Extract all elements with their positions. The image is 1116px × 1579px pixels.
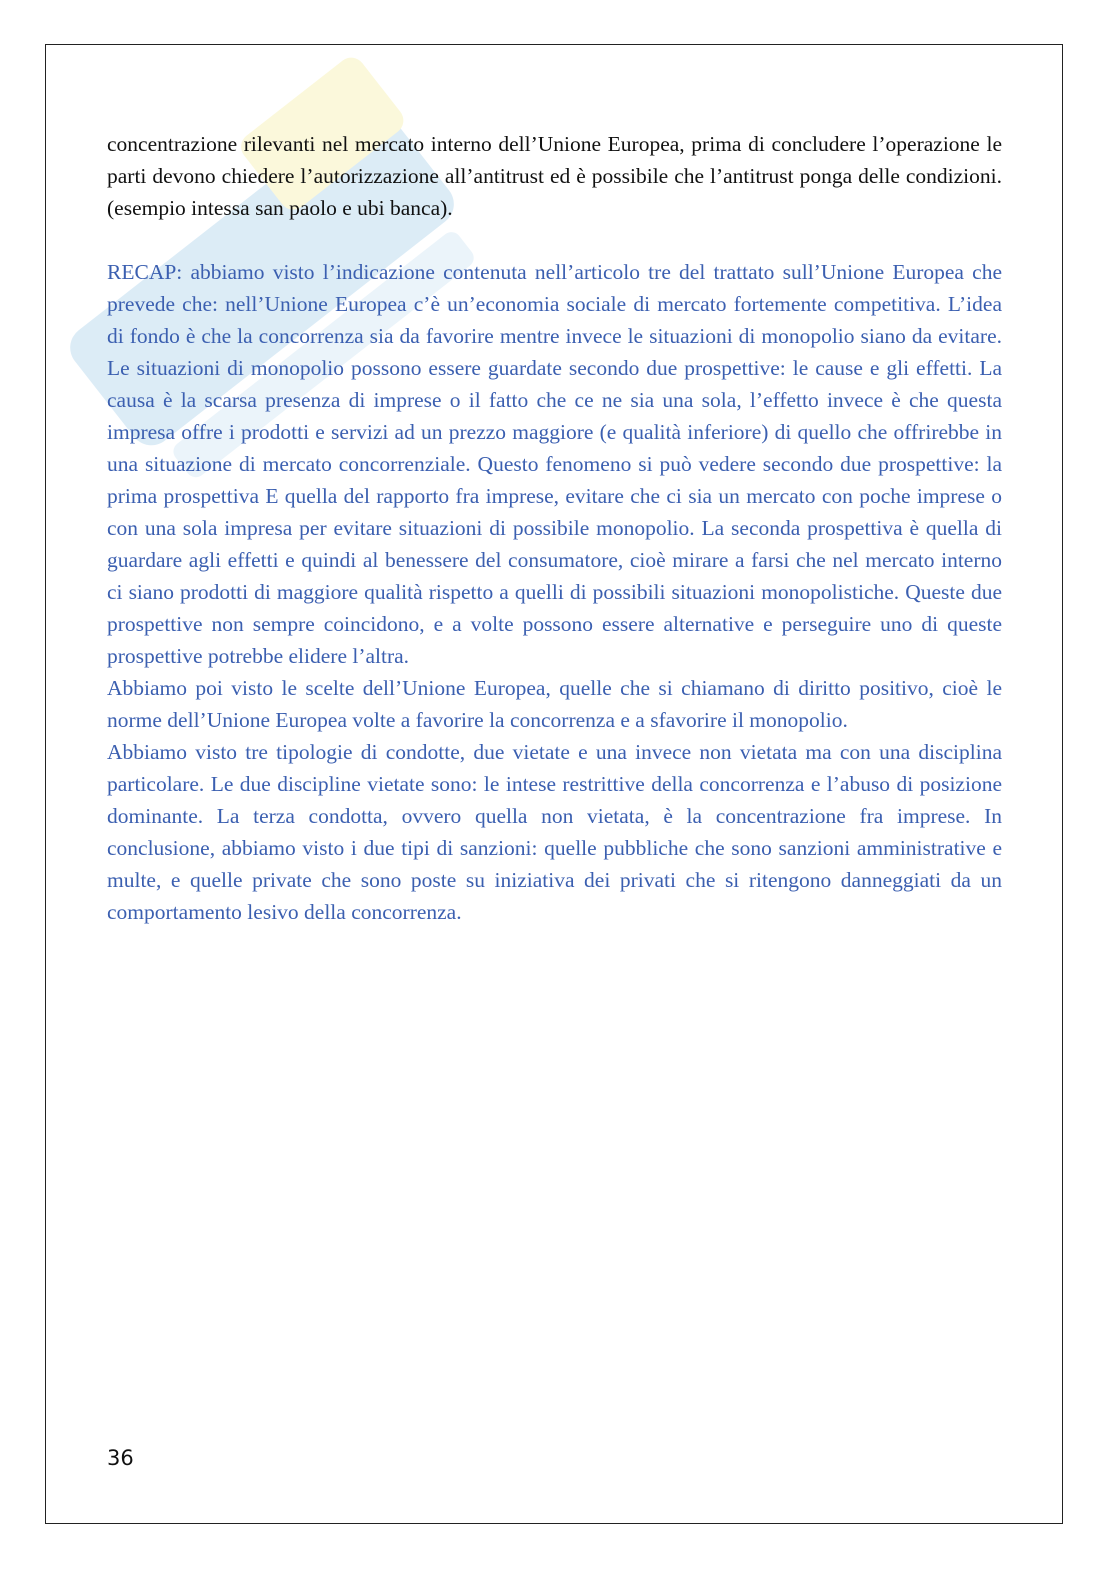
document-body — [107, 128, 1002, 928]
intro-paragraph: concentrazione rilevanti nel mercato interno dell’Unione Europea, prima di concludere l’operazione le parti devono chiedere l’autorizzazione all’antitrust ed è possibile che l’antitrust ponga delle condizioni. (esempio intessa san paolo e ubi banca). — [107, 132, 1002, 220]
positive-law-paragraph: Abbiamo poi visto le scelte dell’Unione Europea, quelle che si chiamano di diritto positivo, cioè le norme dell’Unione Europea volte a favorire la concorrenza e a sfavorire il monopolio. — [107, 676, 1002, 732]
page-number: 36 — [107, 1446, 134, 1470]
recap-paragraph: RECAP: abbiamo visto l’indicazione contenuta nell’articolo tre del trattato sull’Unione Europea che prevede che: nell’Unione Europea c’è un’economia sociale di mercato fortemente competitiva. L’idea di fondo è che la concorrenza sia da favorire mentre invece le situazioni di monopolio siano da evitare. Le situazioni di monopolio possono essere guardate secondo due prospettive: le cause e gli effetti. La causa è la scarsa presenza di imprese o il fatto che ce ne sia una sola, l’effetto invece è che questa impresa offre i prodotti e servizi ad un prezzo maggiore (e qualità inferiore) di quello che offrirebbe in una situazione di mercato concorrenziale. Questo fenomeno si può vedere secondo due prospettive: la prima prospettiva E quella del rapporto fra imprese, evitare che ci sia un mercato con poche imprese o con una sola impresa per evitare situazioni di possibile monopolio. La seconda prospettiva è quella di guardare agli effetti e quindi al benessere del consumatore, cioè mirare a farsi che nel mercato interno ci siano prodotti di maggiore qualità rispetto a quelli di possibili situazioni monopolistiche. Queste due prospettive non sempre coincidono, e a volte possono essere alternative e perseguire uno di queste prospettive potrebbe elidere l’altra. — [107, 260, 1002, 668]
conduct-paragraph: Abbiamo visto tre tipologie di condotte, due vietate e una invece non vietata ma con una disciplina particolare. Le due discipline vietate sono: le intese restrittive della concorrenza e l’abuso di posizione dominante. La terza condotta, ovvero quella non vietata, è la concentrazione fra imprese. In conclusione, abbiamo visto i due tipi di sanzioni: quelle pubbliche che sono sanzioni amministrative e multe, e quelle private che sono poste su iniziativa dei privati che si ritengono danneggiati da un comportamento lesivo della concorrenza. — [107, 740, 1002, 924]
